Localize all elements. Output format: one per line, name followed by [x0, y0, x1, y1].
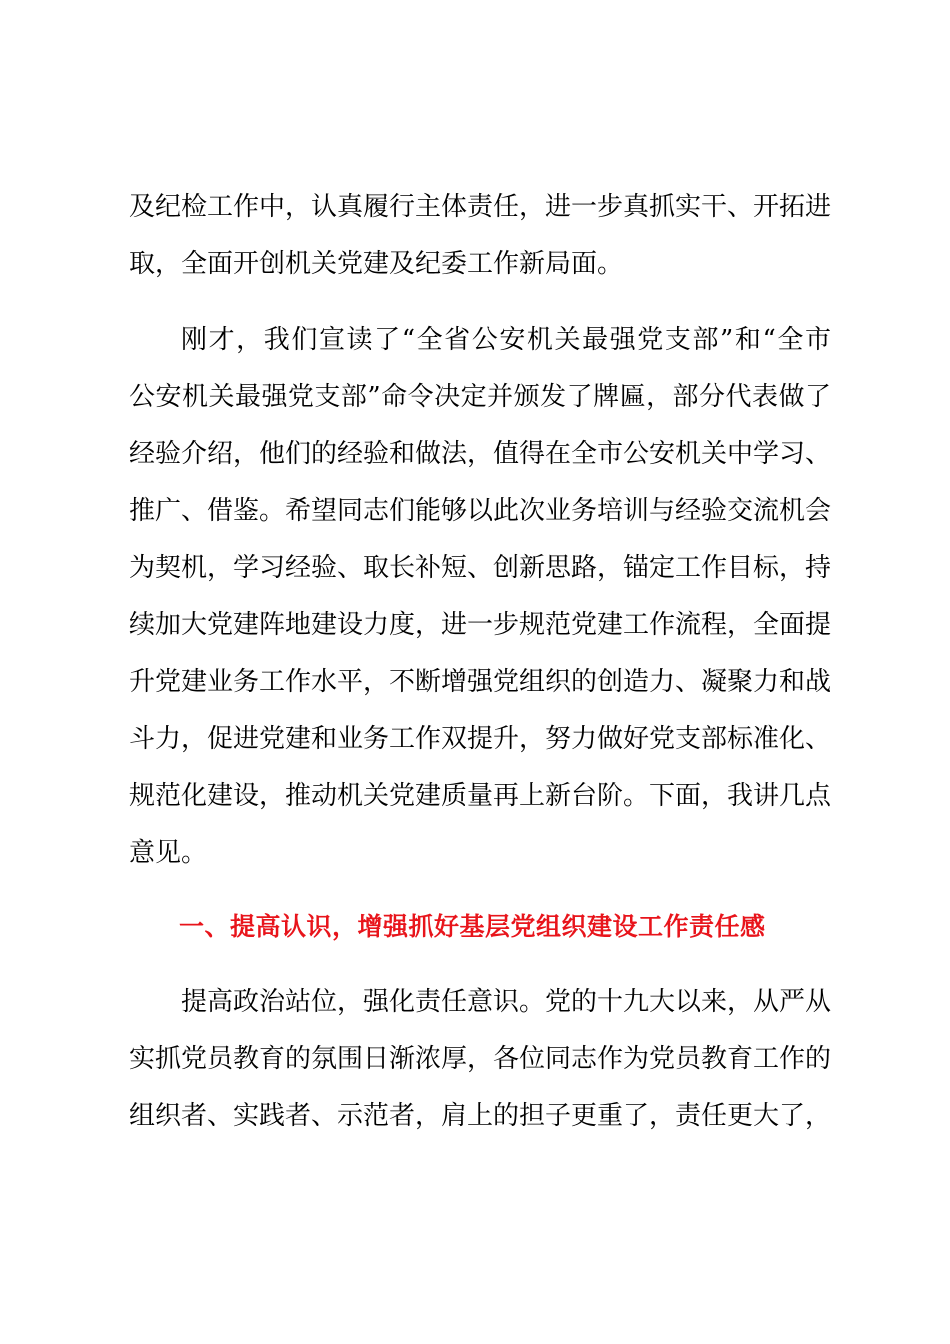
paragraph-3-line-2: 实抓党员教育的氛围日渐浓厚，各位同志作为党员教育工作的 — [129, 1044, 832, 1074]
paragraph-1-line-2: 取，全面开创机关党建及纪委工作新局面。 — [129, 249, 624, 279]
paragraph-2-line-8: 斗力，促进党建和业务工作双提升，努力做好党支部标准化、 — [129, 724, 832, 754]
paragraph-2-line-2: 公安机关最强党支部”命令决定并颁发了牌匾，部分代表做了 — [129, 382, 831, 412]
paragraph-2-line-1: 刚才，我们宣读了“全省公安机关最强党支部”和“全市 — [181, 325, 831, 355]
paragraph-2-line-3: 经验介绍，他们的经验和做法，值得在全市公安机关中学习、 — [129, 439, 832, 469]
paragraph-2-line-6: 续加大党建阵地建设力度，进一步规范党建工作流程，全面提 — [129, 610, 832, 640]
paragraph-2-line-5: 为契机，学习经验、取长补短、创新思路，锚定工作目标，持 — [129, 553, 832, 583]
paragraph-2-line-9: 规范化建设，推动机关党建质量再上新台阶。下面，我讲几点 — [129, 781, 832, 811]
paragraph-1-line-1: 及纪检工作中，认真履行主体责任，进一步真抓实干、开拓进 — [129, 192, 832, 222]
paragraph-2-line-7: 升党建业务工作水平，不断增强党组织的创造力、凝聚力和战 — [129, 667, 832, 697]
paragraph-2-line-4: 推广、借鉴。希望同志们能够以此次业务培训与经验交流机会 — [129, 496, 832, 526]
section-heading: 一、提高认识，增强抓好基层党组织建设工作责任感 — [179, 912, 766, 941]
paragraph-3-line-1: 提高政治站位，强化责任意识。党的十九大以来，从严从 — [181, 987, 832, 1017]
paragraph-2-line-10: 意见。 — [129, 838, 208, 868]
paragraph-3-line-3: 组织者、实践者、示范者，肩上的担子更重了，责任更大了， — [129, 1101, 832, 1131]
